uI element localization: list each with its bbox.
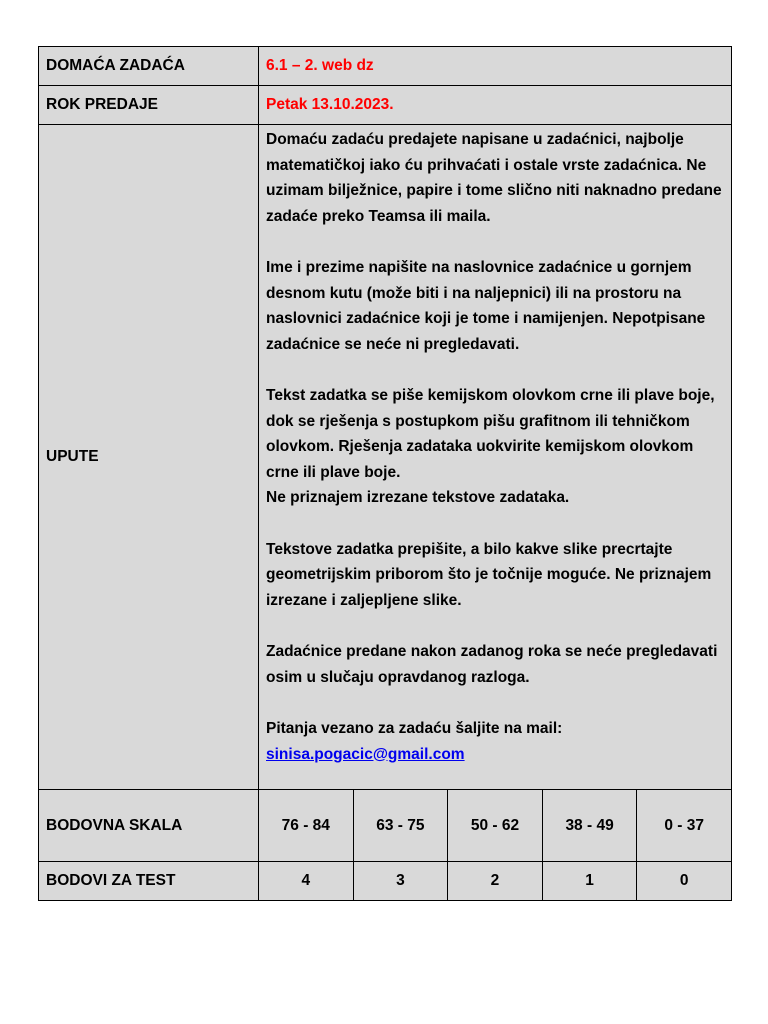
instructions-writing-note: Ne priznajem izrezane tekstove zadataka. <box>266 489 570 506</box>
contact-text: Pitanja vezano za zadaću šaljite na mail: <box>266 720 563 737</box>
points-value-cell: 1 <box>542 862 637 901</box>
deadline-value: Petak 13.10.2023. <box>259 86 732 125</box>
homework-table <box>38 46 732 901</box>
scale-row <box>39 790 732 862</box>
instructions-paragraph-writing <box>266 383 724 511</box>
points-value-cell: 4 <box>259 862 354 901</box>
instructions-paragraph-images: Tekstove zadatka prepišite, a bilo kakve slike precrtajte geometrijskim priborom što je točnije moguće. Ne priznajem izrezane i zaljepljene slike. <box>266 540 712 609</box>
deadline-row <box>39 86 732 125</box>
points-value-cell: 2 <box>448 862 543 901</box>
homework-row <box>39 47 732 86</box>
points-label: BODOVI ZA TEST <box>39 862 259 901</box>
scale-range-cell: 0 - 37 <box>637 790 732 862</box>
homework-label: DOMAĆA ZADAĆA <box>39 47 259 86</box>
scale-range-cell: 38 - 49 <box>542 790 637 862</box>
deadline-label: ROK PREDAJE <box>39 86 259 125</box>
email-link[interactable]: sinisa.pogacic@gmail.com <box>266 745 465 763</box>
scale-range-cell: 76 - 84 <box>259 790 354 862</box>
instructions-paragraph-submission: Domaću zadaću predajete napisane u zadaćnici, najbolje matematičkoj iako ću prihvaćati i ostale vrste zadaćnica. Ne uzimam bilježnice, papire i tome slično niti naknadno predane zadaće preko Teamsa ili maila. <box>266 131 722 225</box>
instructions-content <box>259 125 732 790</box>
instructions-writing-text: Tekst zadatka se piše kemijskom olovkom crne ili plave boje, dok se rješenja s postupkom pišu grafitnom ili tehničkom olovkom. Rješenja zadataka uokvirite kemijskom olovkom crne ili plave boje. <box>266 387 715 481</box>
scale-range-cell: 63 - 75 <box>353 790 448 862</box>
points-value-cell: 0 <box>637 862 732 901</box>
instructions-paragraph-deadline: Zadaćnice predane nakon zadanog roka se neće pregledavati osim u slučaju opravdanog razloga. <box>266 643 718 686</box>
scale-label: BODOVNA SKALA <box>39 790 259 862</box>
points-row <box>39 862 732 901</box>
instructions-paragraph-name: Ime i prezime napišite na naslovnice zadaćnice u gornjem desnom kutu (može biti i na naljepnici) ili na prostoru na naslovnici zadaćnice koji je tome i namijenjen. Nepotpisane zadaćnice se neće ni pregledavati. <box>266 259 706 353</box>
points-value-cell: 3 <box>353 862 448 901</box>
instructions-label: UPUTE <box>39 125 259 790</box>
scale-range-cell: 50 - 62 <box>448 790 543 862</box>
instructions-paragraph-contact <box>266 716 724 767</box>
homework-value: 6.1 – 2. web dz <box>259 47 732 86</box>
instructions-row <box>39 125 732 790</box>
